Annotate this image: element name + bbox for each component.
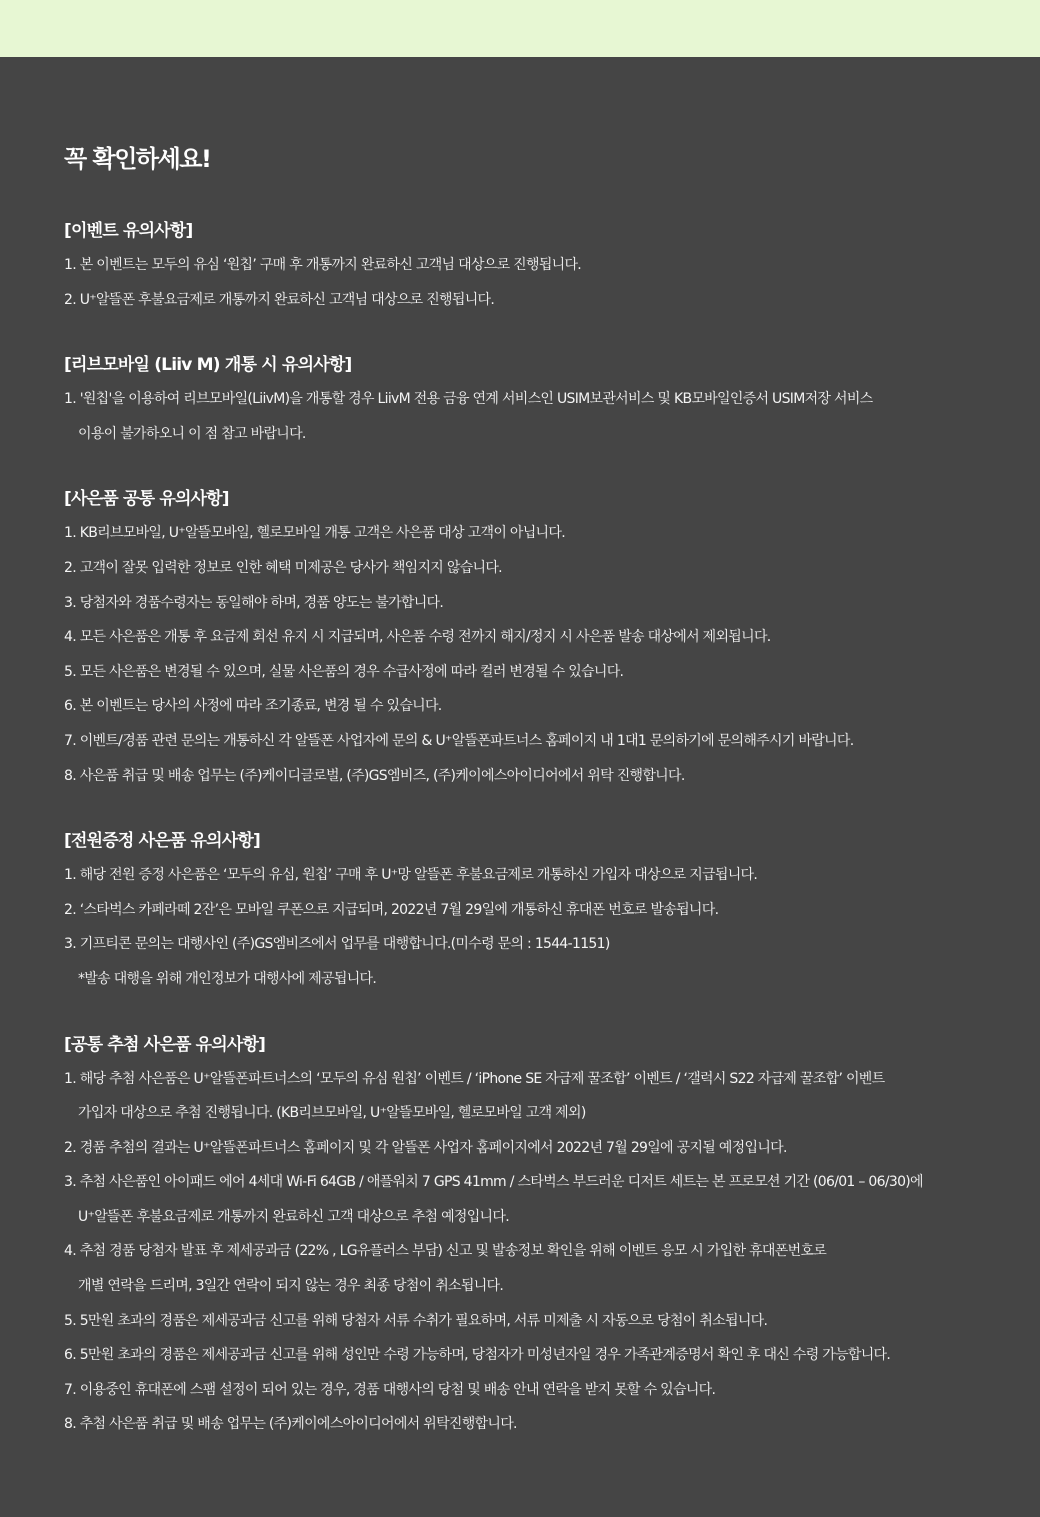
list-item: 8. 추첨 사은품 취급 및 배송 업무는 (주)케이에스아이디어에서 위탁진행합니다. <box>64 1416 517 1433</box>
list-item: 3. 추첨 사은품인 아이패드 에어 4세대 Wi-Fi 64GB / 애플워치 7 GPS 41mm / 스타벅스 부드러운 디저트 세트는 본 프로모션 기간 (06/01 – 06/30)에 <box>64 1174 923 1191</box>
list-item: 7. 이용중인 휴대폰에 스팸 설정이 되어 있는 경우, 경품 대행사의 당첨 및 배송 안내 연락을 받지 못할 수 있습니다. <box>64 1381 716 1398</box>
list-item: 3. 기프티콘 문의는 대행사인 (주)GS엠비즈에서 업무를 대행합니다.(미수령 문의 : 1544-1151) <box>64 936 610 953</box>
list-item: 5. 5만원 초과의 경품은 제세공과금 신고를 위해 당첨자 서류 수취가 필요하며, 서류 미제출 시 자동으로 당첨이 취소됩니다. <box>64 1312 768 1329</box>
list-item: 가입자 대상으로 추첨 진행됩니다. (KB리브모바일, U⁺알뜰모바일, 헬로모바일 고객 제외) <box>78 1105 586 1122</box>
event-notice-section <box>64 219 1040 317</box>
list-item: 1. 해당 전원 증정 사은품은 ‘모두의 유심, 원칩’ 구매 후 U⁺망 알뜰폰 후불요금제로 개통하신 가입자 대상으로 지급됩니다. <box>64 867 758 884</box>
list-item: 8. 사은품 취급 및 배송 업무는 (주)케이디글로벌, (주)GS엠비즈, (주)케이에스아이디어에서 위탁 진행합니다. <box>64 767 685 784</box>
item-list <box>64 1062 1040 1443</box>
list-item: 1. '원칩'을 이용하여 리브모바일(LiivM)을 개통할 경우 LiivM 전용 금융 연계 서비스인 USIM보관서비스 및 KB모바일인증서 USIM저장 서비스 <box>64 391 873 408</box>
list-item: 5. 모든 사은품은 변경될 수 있으며, 실물 사은품의 경우 수급사정에 따라 컬러 변경될 수 있습니다. <box>64 663 624 680</box>
list-item: 4. 모든 사은품은 개통 후 요금제 회선 유지 시 지급되며, 사은품 수령 전까지 해지/정지 시 사은품 발송 대상에서 제외됩니다. <box>64 629 771 646</box>
list-item: 4. 추첨 경품 당첨자 발표 후 제세공과금 (22% , LG유플러스 부담) 신고 및 발송정보 확인을 위해 이벤트 응모 시 가입한 휴대폰번호로 <box>64 1243 827 1260</box>
item-list <box>64 248 1040 317</box>
item-list <box>64 516 1040 793</box>
list-item: 3. 당첨자와 경품수령자는 동일해야 하며, 경품 양도는 불가합니다. <box>64 594 444 611</box>
list-item: 6. 5만원 초과의 경품은 제세공과금 신고를 위해 성인만 수령 가능하며, 당첨자가 미성년자일 경우 가족관계증명서 확인 후 대신 수령 가능합니다. <box>64 1347 891 1364</box>
list-item: 1. 해당 추첨 사은품은 U⁺알뜰폰파트너스의 ‘모두의 유심 원칩’ 이벤트 / ‘iPhone SE 자급제 꿀조합’ 이벤트 / ‘갤럭시 S22 자급제 꿀조합’ 이벤트 <box>64 1070 885 1087</box>
notice-section <box>0 57 1040 1442</box>
gift-common-notice-section <box>64 487 1040 793</box>
list-item: 2. 고객이 잘못 입력한 정보로 인한 혜택 미제공은 당사가 책임지지 않습니다. <box>64 559 502 576</box>
list-item: 2. ‘스타벅스 카페라떼 2잔’은 모바일 쿠폰으로 지급되며, 2022년 7월 29일에 개통하신 휴대폰 번호로 발송됩니다. <box>64 901 719 918</box>
list-item: U⁺알뜰폰 후불요금제로 개통까지 완료하신 고객 대상으로 추첨 예정입니다. <box>78 1208 509 1225</box>
list-item: 이용이 불가하오니 이 점 참고 바랍니다. <box>78 425 306 442</box>
section-title: [공통 추첨 사은품 유의사항] <box>64 1034 266 1055</box>
all-gift-notice-section <box>64 829 1040 996</box>
list-item: 1. 본 이벤트는 모두의 유심 ‘원칩’ 구매 후 개통까지 완료하신 고객님 대상으로 진행됩니다. <box>64 257 582 273</box>
section-title: [전원증정 사은품 유의사항] <box>64 831 261 852</box>
list-item: 6. 본 이벤트는 당사의 사정에 따라 조기종료, 변경 될 수 있습니다. <box>64 698 442 715</box>
list-item: 2. U⁺알뜰폰 후불요금제로 개통까지 완료하신 고객님 대상으로 진행됩니다. <box>64 291 495 308</box>
liivm-notice-section <box>64 353 1040 451</box>
item-list <box>64 858 1040 996</box>
section-title: [이벤트 유의사항] <box>64 221 193 241</box>
section-title: [리브모바일 (Liiv M) 개통 시 유의사항] <box>64 355 352 376</box>
list-item: 7. 이벤트/경품 관련 문의는 개통하신 각 알뜰폰 사업자에 문의 & U⁺알뜰폰파트너스 홈페이지 내 1대1 문의하기에 문의해주시기 바랍니다. <box>64 732 854 749</box>
top-banner-band <box>0 0 1040 57</box>
list-item: 2. 경품 추첨의 결과는 U⁺알뜰폰파트너스 홈페이지 및 각 알뜰폰 사업자 홈페이지에서 2022년 7월 29일에 공지될 예정입니다. <box>64 1139 787 1156</box>
item-list <box>64 382 1040 451</box>
draw-gift-notice-section <box>64 1033 1040 1443</box>
list-item: 1. KB리브모바일, U⁺알뜰모바일, 헬로모바일 개통 고객은 사은품 대상 고객이 아닙니다. <box>64 525 565 542</box>
list-item: 개별 연락을 드리며, 3일간 연락이 되지 않는 경우 최종 당첨이 취소됩니다. <box>78 1278 504 1295</box>
section-title: [사은품 공통 유의사항] <box>64 489 229 510</box>
list-item: *발송 대행을 위해 개인정보가 대행사에 제공됩니다. <box>78 970 377 987</box>
notice-title: 꼭 확인하세요! <box>64 145 211 173</box>
